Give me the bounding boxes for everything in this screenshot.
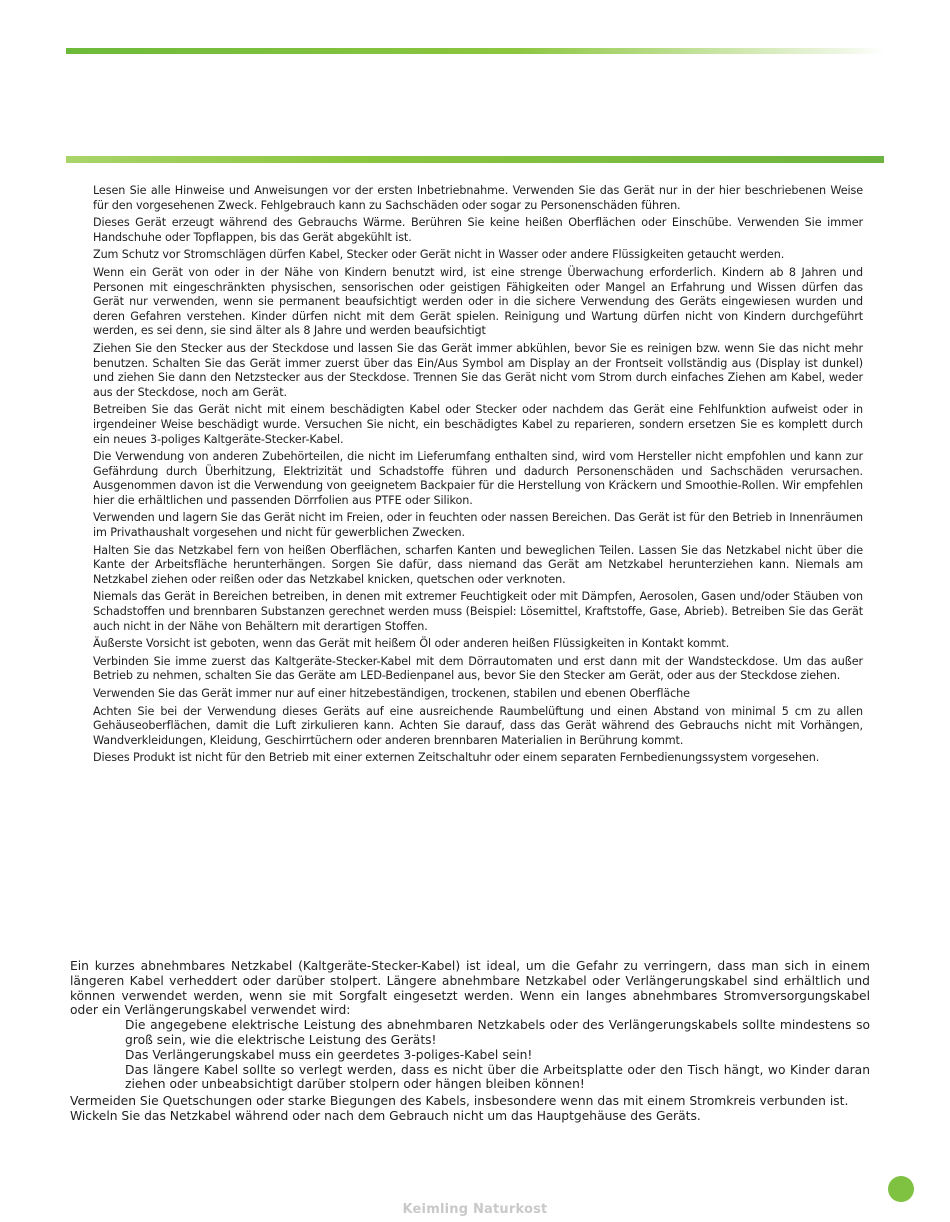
safety-note: Lesen Sie alle Hinweise und Anweisungen vor der ersten Inbetriebnahme. Verwenden Sie das Gerät nur in der hier beschriebenen Weise für den vorgesehenen Zweck. Fehlgebrauch kann zu Sachschäden oder sogar zu Personenschäden führen. [93, 184, 863, 212]
page-marker-dot [888, 1176, 914, 1202]
safety-note: Dieses Produkt ist nicht für den Betrieb mit einer externen Zeitschaltuhr oder einem separaten Fernbedienungssystem vorgesehen. [93, 751, 820, 765]
top-accent-bar [66, 48, 884, 54]
footer-brand: Keimling Naturkost [402, 1202, 548, 1217]
power-cord-section [70, 959, 870, 1124]
safety-notes [93, 184, 863, 769]
header-accent-bar [66, 156, 884, 163]
cord-requirements-list [125, 1018, 870, 1092]
safety-note: Äußerste Vorsicht ist geboten, wenn das Gerät mit heißem Öl oder anderen heißen Flüssigkeiten in Kontakt kommt. [93, 637, 730, 651]
safety-note: Zum Schutz vor Stromschlägen dürfen Kabel, Stecker oder Gerät nicht in Wasser oder andere Flüssigkeiten getaucht werden. [93, 248, 785, 262]
cord-wrap-warning-text: Wickeln Sie das Netzkabel während oder nach dem Gebrauch nicht um das Hauptgehäuse des Geräts. [70, 1108, 701, 1123]
safety-note: Verwenden und lagern Sie das Gerät nicht im Freien, oder in feuchten oder nassen Bereichen. Das Gerät ist für den Betrieb in Innenräumen im Privathaushalt vorgesehen und nicht für gewerblichen Zwecken. [93, 511, 863, 540]
safety-note: Halten Sie das Netzkabel fern von heißen Oberflächen, scharfen Kanten und beweglichen Teilen. Lassen Sie das Netzkabel nicht über die Kante der Arbeitsfläche herunterhängen. Sorgen Sie dafür, dass niemand das Gerät am Netzkabel herunterziehen kann. Niemals am Netzkabel ziehen oder reißen oder das Netzkabel knicken, quetschen oder verknoten. [93, 543, 863, 586]
safety-note: Verbinden Sie imme zuerst das Kaltgeräte-Stecker-Kabel mit dem Dörrautomaten und erst dann mit der Wandsteckdose. Um das außer Betrieb zu nehmen, schalten Sie das Geräte am LED-Bedienpanel aus, bevor Sie den Stecker am Gerät, oder aus der Steckdose ziehen. [93, 654, 863, 683]
list-item: Die angegebene elektrische Leistung des abnehmbaren Netzkabels oder des Verlängerungskabels sollte mindestens so groß sein, wie die elektrische Leistung des Geräts! [125, 1018, 870, 1047]
safety-note: Dieses Gerät erzeugt während des Gebrauchs Wärme. Berühren Sie keine heißen Oberflächen oder Einschübe. Verwenden Sie immer Handschuhe oder Topflappen, bis das Gerät abgekühlt ist. [93, 216, 863, 244]
safety-note: Betreiben Sie das Gerät nicht mit einem beschädigten Kabel oder Stecker oder nachdem das Gerät eine Fehlfunktion aufweist oder in irgendeiner Weise beschädigt wurde. Versuchen Sie nicht, ein beschädigtes Kabel zu reparieren, sondern ersetzen Sie es komplett durch ein neues 3-poliges Kaltgeräte-Stecker-Kabel. [93, 403, 863, 446]
cord-intro-text: Ein kurzes abnehmbares Netzkabel (Kaltgeräte-Stecker-Kabel) ist ideal, um die Gefahr zu verringern, dass man sich in einem längeren Kabel verheddert oder darüber stolpert. Längere abnehmbare Netzkabel oder Verlängerungskabel sind erhältlich und können verwendet werden, wenn sie mit Sorgfalt eingesetzt werden. Wenn ein langes abnehmbares Stromversorgungskabel oder ein Verlängerungskabel verwendet wird: [70, 959, 870, 1018]
safety-note: Wenn ein Gerät von oder in der Nähe von Kindern benutzt wird, ist eine strenge Überwachung erforderlich. Kindern ab 8 Jahren und Personen mit eingeschränkten physischen, sensorischen oder geistigen Fähigkeiten oder Mangel an Erfahrung und Wissen dürfen das Gerät nur verwenden, wenn sie permanent beaufsichtigt werden oder in die sichere Verwendung des Geräts eingewiesen wurden und deren Gefahren verstehen. Kinder dürfen nicht mit dem Gerät spielen. Reinigung und Wartung dürfen nicht von Kindern durchgeführt werden, es sei denn, sie sind älter als 8 Jahre und werden beaufsichtigt [93, 265, 863, 338]
safety-note: Niemals das Gerät in Bereichen betreiben, in denen mit extremer Feuchtigkeit oder mit Dämpfen, Aerosolen, Gasen und/oder Stäuben von Schadstoffen und brennbaren Substanzen gerechnet werden muss (Beispiel: Lösemittel, Kraftstoffe, Gase, Abrieb). Betreiben Sie das Gerät auch nicht in der Nähe von Behältern mit derartigen Stoffen. [93, 590, 863, 633]
safety-note: Verwenden Sie das Gerät immer nur auf einer hitzebeständigen, trockenen, stabilen und ebenen Oberfläche [93, 687, 690, 700]
safety-note: Ziehen Sie den Stecker aus der Steckdose und lassen Sie das Gerät immer abkühlen, bevor Sie es reinigen bzw. wenn Sie das nicht mehr benutzen. Schalten Sie das Gerät immer zuerst über das Ein/Aus Symbol am Display an der Frontseit vollständig aus (Display ist dunkel) und ziehen Sie dann den Netzstecker aus der Steckdose. Trennen Sie das Gerät nicht vom Strom durch einfaches Ziehen am Kabel, weder aus der Steckdose, noch am Gerät. [93, 341, 863, 399]
safety-note: Achten Sie bei der Verwendung dieses Geräts auf eine ausreichende Raumbelüftung und einen Abstand von minimal 5 cm zu allen Gehäuseoberflächen, damit die Luft zirkulieren kann. Achten Sie darauf, dass das Gerät während des Gebrauchs nicht mit Vorhängen, Wandverkleidungen, Kleidung, Geschirrtüchern oder anderen brennbaren Materialien in Berührung kommt. [93, 704, 863, 747]
cord-warning-text: Vermeiden Sie Quetschungen oder starke Biegungen des Kabels, insbesondere wenn das mit einem Stromkreis verbunden ist. [70, 1094, 849, 1109]
list-item: Das Verlängerungskabel muss ein geerdetes 3-poliges-Kabel sein! [125, 1047, 533, 1062]
list-item: Das längere Kabel sollte so verlegt werden, dass es nicht über die Arbeitsplatte oder den Tisch hängt, wo Kinder daran ziehen oder unbeabsichtigt darüber stolpern oder hängen bleiben können! [125, 1062, 870, 1092]
safety-note: Die Verwendung von anderen Zubehörteilen, die nicht im Lieferumfang enthalten sind, wird vom Hersteller nicht empfohlen und kann zur Gefährdung durch Überhitzung, Elektrizität und Schadstoffe führen und dadurch Personenschäden und Sachschäden verursachen. Ausgenommen davon ist die Verwendung von geeignetem Backpaier für die Herstellung von Kräckern und Smoothie-Rollen. Wir empfehlen hier die erhältlichen und passenden Dörrfolien aus PTFE oder Silikon. [93, 450, 863, 507]
